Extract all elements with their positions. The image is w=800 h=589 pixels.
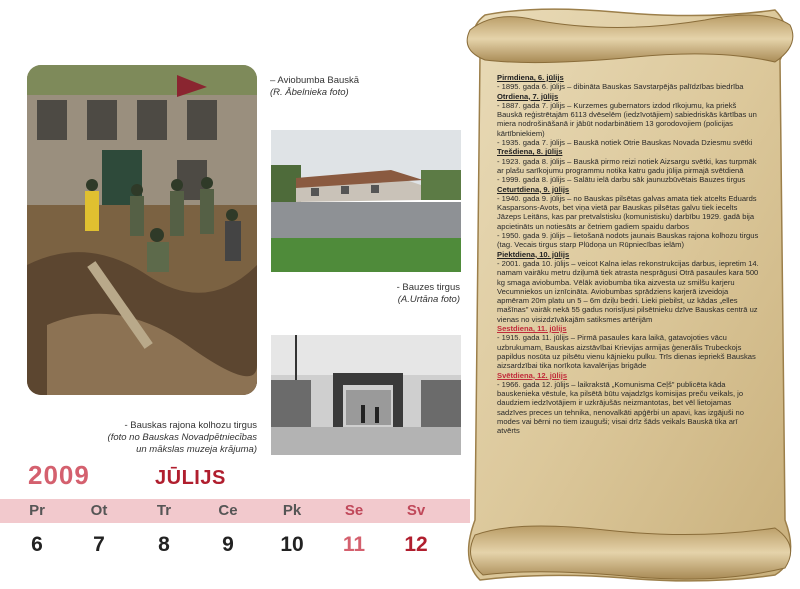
weekday-ot: Ot bbox=[90, 502, 108, 519]
caption-bauzes-tirgus bbox=[300, 282, 460, 306]
calendar-year: 2009 bbox=[28, 460, 90, 490]
event-entry: - 1923. gada 8. jūlijs – Bauskā pirmo reizi notiek Aizsargu svētki, kas turpmāk ar plašu sarīkojumu programmu notika katru gadu jūlija pirmajā svētdienā bbox=[497, 156, 757, 175]
event-day-heading: Ceturtdiena, 9. jūlijs bbox=[497, 184, 570, 194]
caption-aviobumba bbox=[270, 75, 359, 99]
weekday-pr: Pr bbox=[29, 502, 45, 519]
caption-aviobumba-title: – Aviobumba Bauskā bbox=[270, 75, 360, 86]
event-day-heading: Otrdiena, 7. jūlijs bbox=[497, 91, 559, 101]
photo-kolhozu-tirgus bbox=[271, 335, 461, 455]
caption-aviobumba-credit: (R. Ābelnieka foto) bbox=[270, 87, 349, 98]
date-7: 7 bbox=[93, 533, 105, 556]
event-entry: - 1895. gada 6. jūlijs – dibināta Bauskas Savstarpējās palīdzības biedrība bbox=[497, 82, 744, 92]
caption-kolhozu-tirgus-credit-2: un mākslas muzeja krājuma) bbox=[136, 444, 257, 455]
event-day-heading: Svētdiena, 12. jūlijs bbox=[497, 370, 568, 380]
event-day-heading: Pirmdiena, 6. jūlijs bbox=[497, 73, 564, 82]
date-11: 11 bbox=[342, 533, 366, 556]
date-9: 9 bbox=[222, 533, 234, 556]
event-day-heading: Trešdiena, 8. jūlijs bbox=[497, 147, 563, 157]
photo-aviobumba bbox=[27, 65, 257, 395]
weekday-ce: Ce bbox=[218, 502, 238, 519]
event-entry: - 1887. gada 7. jūlijs – Kurzemes gubernators izdod rīkojumu, ka priekš Bauskā reģistrētajām 6113 dvēselēm (iedzīvotājiem) sabiedriskās kārtības un miera nodrošināšanā ir jābūt nodarbinātiem 13 gorodovojiem (policijas kārtībniekiem) bbox=[497, 100, 757, 138]
caption-kolhozu-tirgus-title: - Bauskas rajona kolhozu tirgus bbox=[124, 420, 257, 431]
caption-bauzes-tirgus-credit: (A.Urtāna foto) bbox=[397, 294, 460, 305]
event-entry: - 1915. gada 11. jūlijs – Pirmā pasaules kara laikā, gatavojoties vācu uzbrukumam, Bauskas aizstāvībai Krievijas armijas ģenerālis Trubeckojs papildus nosūta uz pilsētu vienu kājnieku pulku. Trīs dienas iepriekš Bauskas aizsardzībai tika norīkota kavalērijas brigāde bbox=[497, 333, 756, 371]
date-10: 10 bbox=[280, 533, 304, 556]
photo-bauzes-tirgus bbox=[271, 130, 461, 272]
date-12: 12 bbox=[404, 533, 428, 556]
event-day-heading: Piektdiena, 10. jūlijs bbox=[497, 249, 570, 259]
weekday-sv: Sv bbox=[406, 502, 426, 519]
event-entry: - 1940. gada 9. jūlijs – no Bauskas pilsētas galvas amata tiek atcelts Eduards Kasparsons-Avots, bet viņa vietā par Bauskas pilsētas galvu tiek iecelts Jāzeps Leitāns, kas par pretvalstisku (komunistisku) darbību 1929. gadā bija apcietināts un notiesāts ar četriem gadiem spaidu darbos bbox=[497, 193, 757, 231]
event-entry: - 1999. gada 8. jūlijs – Salātu ielā darbu sāk jaunuzbūvētais Bauzes tirgus bbox=[497, 175, 746, 185]
event-entry: - 1966. gada 12. jūlijs – laikrakstā „Komunisma Ceļš" publicēta kāda bauskenieka vēstule, ka pilsētā būtu vajadzīgs komisijas preču veikals, jo daudziem iedzīvotājiem ir uzkrājušās neizmantotas, bet vēl lietojamas sadzīves preces un tehnika, nenovalkāti apģērbi un apavi, kas izgājuši no modes vai bērni no tiem izauguši; visai drīz šāds veikals Bauskā tika arī atvērts bbox=[497, 379, 744, 436]
event-entry: - 1935. gada 7. jūlijs – Bauskā notiek Otrie Bauskas Novada Dziesmu svētki bbox=[497, 138, 753, 148]
weekday-pk: Pk bbox=[282, 502, 302, 519]
weekday-tr: Tr bbox=[156, 502, 172, 519]
event-entry: - 1950. gada 9. jūlijs – lietošanā nodots jaunais Bauskas rajona kolhozu tirgus (tag. Vecais tirgus starp Plūdoņa un Rūpniecības ielām) bbox=[497, 231, 759, 250]
calendar-month: JŪLIJS bbox=[155, 467, 226, 489]
caption-kolhozu-tirgus bbox=[60, 420, 257, 456]
date-8: 8 bbox=[158, 533, 170, 556]
events-list bbox=[497, 73, 761, 503]
caption-kolhozu-tirgus-credit-1: (foto no Bauskas Novadpētniecības bbox=[107, 432, 257, 443]
event-day-heading: Sestdiena, 11. jūlijs bbox=[497, 324, 567, 334]
weekday-se: Se bbox=[344, 502, 364, 519]
caption-bauzes-tirgus-title: - Bauzes tirgus bbox=[396, 282, 460, 293]
date-6: 6 bbox=[31, 533, 43, 556]
event-entry: - 2001. gada 10. jūlijs – veicot Kalna ielas rekonstrukcijas darbus, iepretim 14. namam vairāku metru dziļumā tiek atrasta nesprāgusi Otrā pasaules kara 500 kg smaga aviobumba. Vēlāk aviobumba tika aizvesta uz smilšu karjeru Vecumniekos un iznīcināta. Aviobumbas sprādziens karjerā izveidoja apmēram 20m platu un 5 – 6m dziļu bedri. Lieki piebilst, uz kādas „elles mašīnas" vairāk nekā 55 gadus norisījusi pilsētnieku dzīve Bauskas centrā uz vienas no visizdzīvākajām satiksmes artērijām bbox=[497, 258, 759, 324]
